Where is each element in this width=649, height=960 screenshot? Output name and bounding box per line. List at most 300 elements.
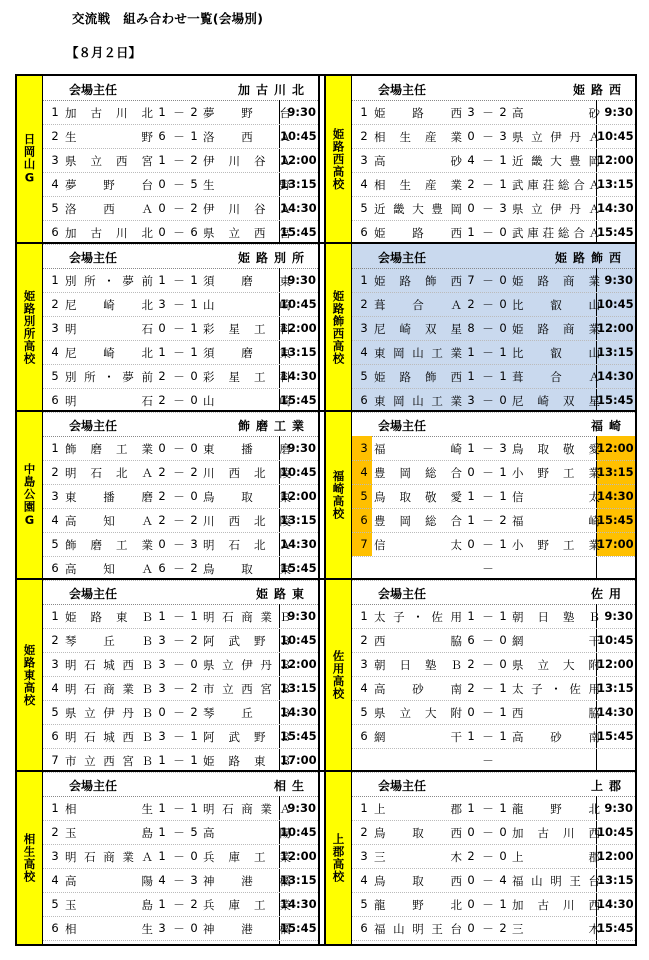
match-t1: 飾磨工業 <box>65 538 153 552</box>
match-s1: 3 <box>158 921 166 935</box>
match-tm: 10:45 <box>597 129 634 143</box>
match-s1: 1 <box>467 729 475 743</box>
match-tm: 15:45 <box>280 561 317 575</box>
match-s1: 2 <box>158 369 166 383</box>
match-tm: 9:30 <box>287 801 316 815</box>
match-t1: 夢野台 <box>65 178 153 192</box>
match-tm: 9:30 <box>604 609 633 623</box>
match-s2: 2 <box>499 921 507 935</box>
match-tm: 12:00 <box>597 849 634 863</box>
match-s1: 6 <box>158 561 166 575</box>
venue-header <box>43 580 318 605</box>
match-s2: 6 <box>190 225 198 239</box>
match-tm: 12:00 <box>597 441 634 455</box>
match-t2: 阿武野Ｂ <box>203 730 291 744</box>
match-row <box>43 460 318 485</box>
header-label: 会場主任 <box>69 419 118 433</box>
match-s1: 0 <box>158 321 166 335</box>
match-tm: 12:00 <box>280 849 317 863</box>
match-t2: 小野工業 <box>512 466 600 480</box>
match-t2: 姫路東Ｂ <box>203 754 291 768</box>
match-d: － <box>482 898 494 912</box>
match-d: － <box>482 322 494 336</box>
match-s2: 0 <box>499 633 507 647</box>
match-t2: 比叡山 <box>512 346 600 360</box>
venue-tab-label: 上郡高校 <box>331 833 346 883</box>
match-s2: 0 <box>190 921 198 935</box>
match-s1: 4 <box>158 873 166 887</box>
venue-header <box>352 772 635 797</box>
match-d: － <box>173 706 185 720</box>
match-s2: 1 <box>190 609 198 623</box>
match-s2: 3 <box>499 201 507 215</box>
venue-header <box>43 244 318 269</box>
match-s1: 6 <box>467 633 475 647</box>
match-n: 5 <box>360 489 368 503</box>
match-tm: 12:00 <box>597 657 634 671</box>
match-n: 3 <box>360 657 368 671</box>
match-s2: 2 <box>190 705 198 719</box>
match-t1: 玉島 <box>65 826 153 840</box>
match-t2: 武庫荘総合Ａ <box>512 226 600 240</box>
match-n: 4 <box>360 873 368 887</box>
match-s1: 1 <box>158 273 166 287</box>
match-t2: 伊川谷Ａ <box>203 154 291 168</box>
match-d: － <box>173 394 185 408</box>
venue-tab-label: 中島公園G <box>22 462 37 528</box>
match-t1: 別所・夢前 <box>65 274 153 288</box>
match-n: 3 <box>51 321 59 335</box>
venue-tab <box>326 580 352 770</box>
match-n: 5 <box>360 897 368 911</box>
match-s2: 0 <box>499 825 507 839</box>
match-d: － <box>173 226 185 240</box>
match-s2: 3 <box>190 873 198 887</box>
match-d: － <box>482 730 494 744</box>
match-t1: 豊岡総合 <box>374 466 462 480</box>
match-n: 6 <box>360 225 368 239</box>
match-t1: 別所・夢前 <box>65 370 153 384</box>
match-t2: 阿武野Ｂ <box>203 634 291 648</box>
match-t2: 鳥取東 <box>203 490 291 504</box>
match-t1: 上郡 <box>374 802 462 816</box>
match-t2: 川西北陵 <box>203 466 291 480</box>
match-n: 4 <box>360 681 368 695</box>
match-n: 4 <box>51 345 59 359</box>
match-tm: 15:45 <box>280 393 317 407</box>
match-n: 3 <box>360 321 368 335</box>
match-n: 1 <box>51 105 59 119</box>
match-tm: 15:45 <box>597 513 634 527</box>
match-tm: 13:15 <box>280 681 317 695</box>
match-tm: 13:15 <box>597 345 634 359</box>
match-tm: 17:00 <box>280 753 317 767</box>
venue-manager: 姫路別所 <box>237 251 310 265</box>
match-s1: 3 <box>158 681 166 695</box>
match-t1: 玉島 <box>65 898 153 912</box>
match-row <box>43 484 318 509</box>
match-row <box>352 148 635 173</box>
match-s1: 2 <box>158 393 166 407</box>
match-s2: 2 <box>190 513 198 527</box>
match-tm: 13:15 <box>597 873 634 887</box>
match-tm: 15:45 <box>280 729 317 743</box>
match-row <box>352 460 635 485</box>
venue-tab <box>326 244 352 410</box>
match-d: － <box>173 802 185 816</box>
match-s2: 2 <box>190 681 198 695</box>
match-d: － <box>173 850 185 864</box>
match-d: － <box>173 514 185 528</box>
match-tm: 15:45 <box>280 225 317 239</box>
match-d: － <box>482 130 494 144</box>
venue-header <box>352 76 635 101</box>
match-s1: 1 <box>467 345 475 359</box>
match-t1: 明石北Ａ <box>65 466 153 480</box>
venue-tab <box>17 772 43 944</box>
match-n: 4 <box>51 873 59 887</box>
header-label: 会場主任 <box>69 83 118 97</box>
match-d: － <box>173 274 185 288</box>
match-s1: 0 <box>467 825 475 839</box>
venue-tab-label: 姫路西高校 <box>331 127 346 191</box>
match-t1: 西脇 <box>374 634 462 648</box>
match-n: 2 <box>51 129 59 143</box>
match-t1: 龍野北 <box>374 898 462 912</box>
match-row <box>43 340 318 365</box>
match-s2: 1 <box>499 537 507 551</box>
match-tm: 14:30 <box>597 201 634 215</box>
match-tm: 9:30 <box>604 273 633 287</box>
match-t2: 神港橘 <box>203 874 291 888</box>
match-t1: 明石商業Ｂ <box>65 682 153 696</box>
match-row <box>352 364 635 389</box>
match-d: － <box>482 658 494 672</box>
match-row <box>352 388 635 413</box>
match-s1: 2 <box>158 513 166 527</box>
match-t2: 鳥取東 <box>203 562 291 576</box>
match-s2: 0 <box>190 369 198 383</box>
match-d: － <box>173 178 185 192</box>
match-s2: 1 <box>190 321 198 335</box>
match-tm: 15:45 <box>597 225 634 239</box>
match-s1: 3 <box>467 393 475 407</box>
match-t2: 夢野台 <box>203 106 291 120</box>
match-n: 1 <box>51 609 59 623</box>
match-s2: 0 <box>190 657 198 671</box>
match-t2: 高砂 <box>512 106 600 120</box>
match-tm: 12:00 <box>280 489 317 503</box>
match-tm: 13:15 <box>280 177 317 191</box>
venue-tab-label: 姫路飾西高校 <box>331 289 346 365</box>
match-s1: 3 <box>158 297 166 311</box>
match-d: － <box>482 346 494 360</box>
match-d: － <box>173 538 185 552</box>
match-s2: 0 <box>499 657 507 671</box>
match-t1: 姫路飾西 <box>374 370 462 384</box>
match-t1: 明石 <box>65 394 153 408</box>
match-n: 1 <box>360 273 368 287</box>
match-d: － <box>482 826 494 840</box>
match-s2: 0 <box>190 393 198 407</box>
match-d: － <box>482 634 494 648</box>
venue-manager: 姫路西 <box>572 83 627 97</box>
match-d: － <box>482 562 494 576</box>
match-tm: 14:30 <box>280 897 317 911</box>
match-t1: 高知Ａ <box>65 514 153 528</box>
match-n: 3 <box>51 153 59 167</box>
match-n: 2 <box>360 129 368 143</box>
match-d: － <box>173 634 185 648</box>
match-s2: 1 <box>499 465 507 479</box>
match-s1: 3 <box>467 105 475 119</box>
match-n: 2 <box>51 465 59 479</box>
venue-block <box>43 76 318 242</box>
match-t2: 朝日塾Ｂ <box>512 610 600 624</box>
match-n: 3 <box>360 849 368 863</box>
match-d: － <box>173 898 185 912</box>
match-s1: 0 <box>158 225 166 239</box>
match-d: － <box>482 298 494 312</box>
match-s1: 7 <box>467 273 475 287</box>
match-d: － <box>482 610 494 624</box>
match-row <box>43 844 318 869</box>
match-n: 6 <box>360 393 368 407</box>
match-s1: 1 <box>467 489 475 503</box>
match-t2: 県立伊丹Ｂ <box>203 658 291 672</box>
match-row <box>43 172 318 197</box>
match-tm: 13:15 <box>597 465 634 479</box>
match-t1: 県立大附 <box>374 706 462 720</box>
match-row <box>43 700 318 725</box>
match-d: － <box>173 922 185 936</box>
match-tm: 15:45 <box>597 393 634 407</box>
match-s1: 8 <box>467 321 475 335</box>
match-s1: 0 <box>467 537 475 551</box>
match-d: － <box>173 826 185 840</box>
match-t2: 明石北Ａ <box>203 538 291 552</box>
match-s1: 1 <box>467 441 475 455</box>
match-n: 1 <box>51 273 59 287</box>
venue-tab <box>326 412 352 578</box>
match-s1: 1 <box>467 801 475 815</box>
match-row <box>352 124 635 149</box>
venue-tab-label: 姫路別所高校 <box>22 289 37 365</box>
match-s1: 3 <box>158 657 166 671</box>
match-t2: 県立大附 <box>512 658 600 672</box>
match-tm: 12:00 <box>280 657 317 671</box>
match-t2: 琴丘Ｂ <box>203 706 291 720</box>
match-d: － <box>482 202 494 216</box>
match-row <box>43 124 318 149</box>
page-title: 交流戦 組み合わせ一覧(会場別) <box>72 11 264 26</box>
venue-block <box>43 580 318 770</box>
match-s2: 1 <box>499 489 507 503</box>
match-t1: 高砂南 <box>374 682 462 696</box>
match-n: 3 <box>360 153 368 167</box>
match-t1: 相生産業 <box>374 130 462 144</box>
venue-tab <box>326 772 352 944</box>
match-t1: 鳥取西 <box>374 874 462 888</box>
match-n: 3 <box>51 489 59 503</box>
match-tm: 13:15 <box>280 513 317 527</box>
venue-header <box>43 772 318 797</box>
header-label: 会場主任 <box>378 779 427 793</box>
match-s2: 2 <box>190 633 198 647</box>
match-s1: 0 <box>158 441 166 455</box>
match-d: － <box>173 730 185 744</box>
match-s2: 1 <box>499 153 507 167</box>
match-t1: 加古川北 <box>65 106 153 120</box>
match-n: 1 <box>51 441 59 455</box>
match-s1: 3 <box>158 729 166 743</box>
match-t2: 神港橘 <box>203 922 291 936</box>
match-s1: 0 <box>467 873 475 887</box>
match-s1: 0 <box>467 897 475 911</box>
match-row <box>43 604 318 629</box>
venue-block <box>43 412 318 578</box>
match-row <box>352 100 635 125</box>
match-t2: 近畿大豊岡 <box>512 154 600 168</box>
match-row <box>352 508 635 533</box>
match-s1: 1 <box>158 801 166 815</box>
venue-manager: 佐用 <box>590 587 627 601</box>
match-row <box>352 724 635 749</box>
match-s1: 2 <box>158 465 166 479</box>
match-s1: 1 <box>158 753 166 767</box>
match-s2: 1 <box>499 681 507 695</box>
match-s1: 3 <box>158 633 166 647</box>
match-t1: 尼崎北 <box>65 298 153 312</box>
match-d: － <box>173 658 185 672</box>
match-s2: 0 <box>499 225 507 239</box>
match-s2: 3 <box>499 129 507 143</box>
match-s1: 2 <box>467 681 475 695</box>
match-tm: 17:00 <box>597 537 634 551</box>
match-n: 6 <box>51 561 59 575</box>
match-tm: 10:45 <box>280 633 317 647</box>
match-s1: 1 <box>158 345 166 359</box>
match-row <box>43 676 318 701</box>
match-t1: 相生 <box>65 802 153 816</box>
match-d: － <box>173 370 185 384</box>
match-t2: 福崎 <box>512 514 600 528</box>
match-n: 7 <box>360 537 368 551</box>
venue-tab-label: 相生高校 <box>22 833 37 883</box>
match-t1: 明石城西Ｂ <box>65 658 153 672</box>
match-n: 5 <box>360 201 368 215</box>
match-t1: 明石城西Ｂ <box>65 730 153 744</box>
match-row <box>352 892 635 917</box>
match-tm: 9:30 <box>604 801 633 815</box>
match-n: 2 <box>360 633 368 647</box>
match-row <box>43 100 318 125</box>
match-tm: 14:30 <box>280 369 317 383</box>
match-s1: 1 <box>158 897 166 911</box>
match-s2: 0 <box>190 849 198 863</box>
match-s1: 2 <box>467 849 475 863</box>
venue-header <box>352 412 635 437</box>
match-s2: 2 <box>190 465 198 479</box>
match-row <box>352 292 635 317</box>
match-s2: 3 <box>499 441 507 455</box>
match-n: 6 <box>51 921 59 935</box>
match-t1: 三木 <box>374 850 462 864</box>
column-divider <box>318 76 326 944</box>
match-n: 1 <box>360 105 368 119</box>
venue-tab-label: 佐用高校 <box>331 650 346 700</box>
match-d: － <box>173 106 185 120</box>
match-row <box>43 364 318 389</box>
match-n: 5 <box>360 705 368 719</box>
match-d: － <box>173 202 185 216</box>
match-d: － <box>482 682 494 696</box>
match-tm: 14:30 <box>597 369 634 383</box>
header-label: 会場主任 <box>378 419 427 433</box>
match-row <box>352 436 635 461</box>
match-s2: 4 <box>499 873 507 887</box>
match-t1: 相生産業 <box>374 178 462 192</box>
match-s2: 2 <box>190 897 198 911</box>
match-t1: 東岡山工業 <box>374 346 462 360</box>
match-tm: 12:00 <box>280 153 317 167</box>
match-row <box>352 604 635 629</box>
venue-header <box>43 76 318 101</box>
match-t2: 太子・佐用 <box>512 682 600 696</box>
match-t1: 信太 <box>374 538 462 552</box>
match-row <box>43 532 318 557</box>
match-t2: 西脇 <box>512 706 600 720</box>
match-row <box>43 724 318 749</box>
match-s1: 2 <box>467 177 475 191</box>
match-s1: 4 <box>467 153 475 167</box>
match-t2: 明石商業Ｂ <box>203 610 291 624</box>
match-tm: 10:45 <box>280 465 317 479</box>
match-n: 6 <box>51 225 59 239</box>
header-label: 会場主任 <box>378 83 427 97</box>
match-t1: 琴丘Ｂ <box>65 634 153 648</box>
match-t2: 須磨東 <box>203 346 291 360</box>
match-row <box>352 676 635 701</box>
match-t2: 三木 <box>512 922 600 936</box>
venue-block <box>352 244 635 410</box>
match-row <box>352 868 635 893</box>
venue-tab <box>17 412 43 578</box>
venue-manager: 福崎 <box>590 419 627 433</box>
match-tm: 9:30 <box>287 609 316 623</box>
match-row <box>43 436 318 461</box>
match-d: － <box>482 490 494 504</box>
match-t2: 彩星工科 <box>203 370 291 384</box>
match-s2: 5 <box>190 177 198 191</box>
match-s2: 0 <box>499 297 507 311</box>
match-t1: 高陽 <box>65 874 153 888</box>
match-d: － <box>482 874 494 888</box>
match-tm: 10:45 <box>597 825 634 839</box>
match-s2: 2 <box>190 153 198 167</box>
match-s1: 0 <box>467 465 475 479</box>
match-s1: 1 <box>158 849 166 863</box>
match-t2: 鳥取敬愛 <box>512 442 600 456</box>
match-row <box>352 700 635 725</box>
match-row <box>43 820 318 845</box>
match-tm: 13:15 <box>280 873 317 887</box>
match-s1: 1 <box>467 513 475 527</box>
match-s1: 1 <box>158 105 166 119</box>
match-row <box>352 748 635 773</box>
venue-manager: 相生 <box>273 779 310 793</box>
match-s1: 0 <box>158 537 166 551</box>
